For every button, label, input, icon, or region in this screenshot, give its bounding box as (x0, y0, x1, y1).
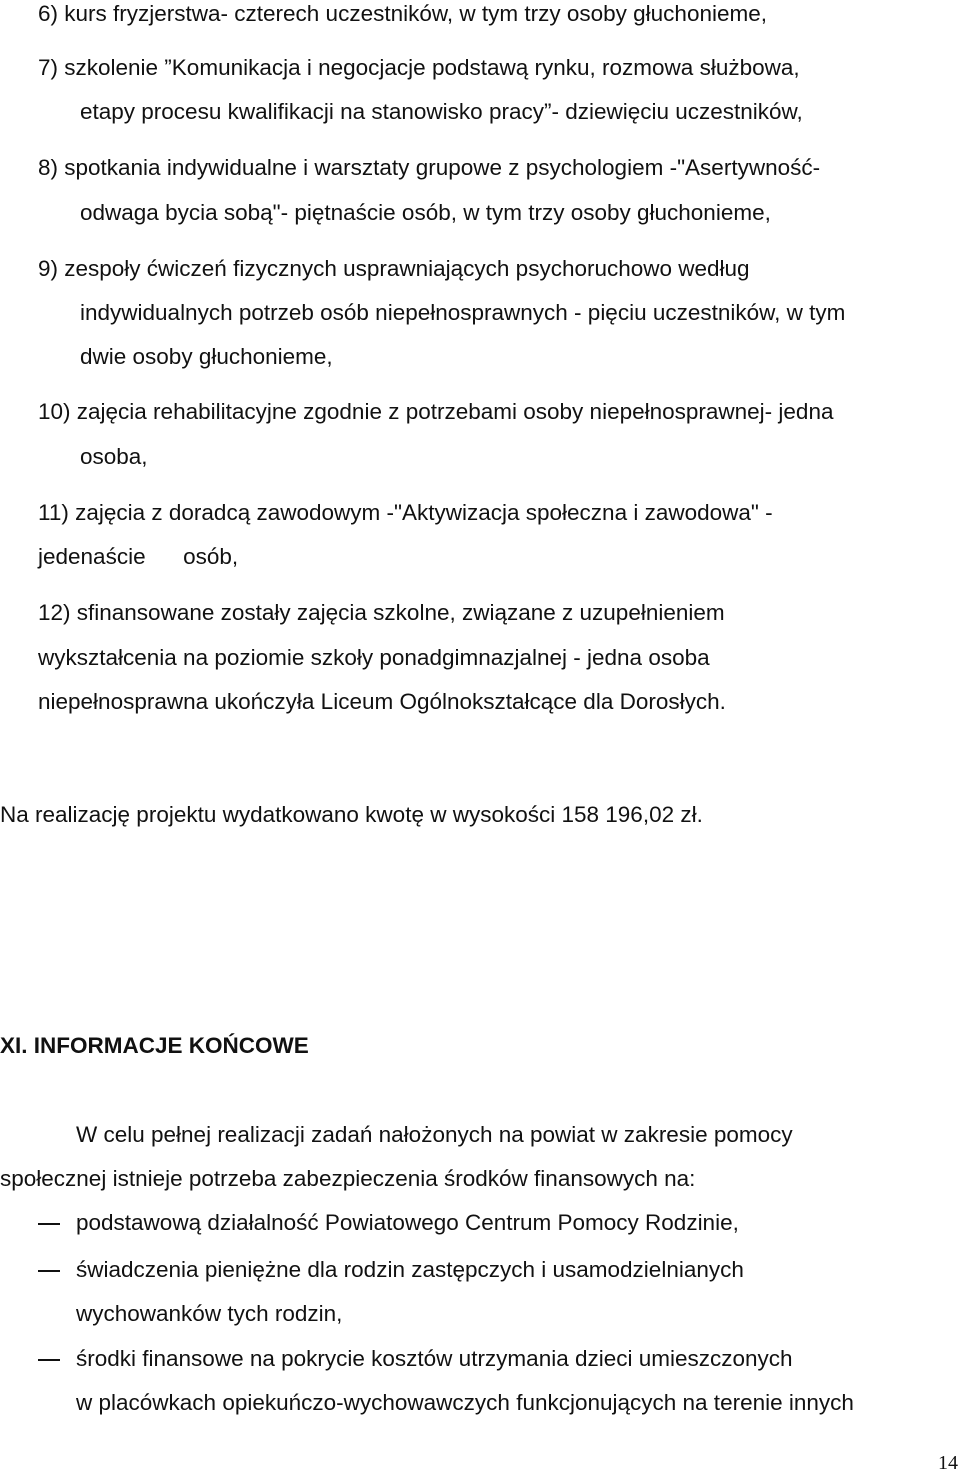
list-item-10-line-1: 10) zajęcia rehabilitacyjne zgodnie z potrzebami osoby niepełnosprawnej- jedna (38, 399, 834, 424)
section-heading: XI. INFORMACJE KOŃCOWE (0, 1033, 309, 1058)
bullet-3-line-2: w placówkach opiekuńczo-wychowawczych funkcjonujących na terenie innych (76, 1390, 854, 1415)
section-paragraph-line-2: społecznej istnieje potrzeba zabezpieczenia środków finansowych na: (0, 1166, 696, 1191)
list-item-11-line-1: 11) zajęcia z doradcą zawodowym -"Aktywizacja społeczna i zawodowa" - (38, 500, 773, 525)
list-item-9-line-3: dwie osoby głuchonieme, (80, 344, 333, 369)
list-item-8-line-2: odwaga bycia sobą"- piętnaście osób, w tym trzy osoby głuchonieme, (80, 200, 771, 225)
bullet-3-line-1: środki finansowe na pokrycie kosztów utrzymania dzieci umieszczonych (76, 1346, 793, 1371)
list-item-9-line-1: 9) zespoły ćwiczeń fizycznych usprawniających psychoruchowo według (38, 256, 750, 281)
list-item-10-line-2: osoba, (80, 444, 148, 469)
list-item-7-line-2: etapy procesu kwalifikacji na stanowisko pracy”- dziewięciu uczestników, (80, 99, 803, 124)
dash-bullet-icon (38, 1359, 60, 1361)
bullet-1-line-1: podstawową działalność Powiatowego Centrum Pomocy Rodzinie, (76, 1210, 739, 1235)
list-item-12-line-2: wykształcenia na poziomie szkoły ponadgimnazjalnej - jedna osoba (38, 645, 710, 670)
section-paragraph-line-1: W celu pełnej realizacji zadań nałożonych na powiat w zakresie pomocy (76, 1122, 793, 1147)
list-item-8-line-1: 8) spotkania indywidualne i warsztaty grupowe z psychologiem -"Asertywność- (38, 155, 821, 180)
bullet-2-line-1: świadczenia pieniężne dla rodzin zastępczych i usamodzielnianych (76, 1257, 744, 1282)
list-item-7-line-1: 7) szkolenie ”Komunikacja i negocjacje podstawą rynku, rozmowa służbowa, (38, 55, 800, 80)
bullet-2-line-2: wychowanków tych rodzin, (76, 1301, 343, 1326)
list-item-12-line-3: niepełnosprawna ukończyła Liceum Ogólnokształcące dla Dorosłych. (38, 689, 726, 714)
dash-bullet-icon (38, 1270, 60, 1272)
summary-amount: Na realizację projektu wydatkowano kwotę w wysokości 158 196,02 zł. (0, 802, 703, 827)
list-item-9-line-2: indywidualnych potrzeb osób niepełnosprawnych - pięciu uczestników, w tym (80, 300, 846, 325)
page-number: 14 (938, 1452, 958, 1474)
list-item-11-line-2: jedenaście osób, (38, 544, 239, 569)
list-item-12-line-1: 12) sfinansowane zostały zajęcia szkolne, związane z uzupełnieniem (38, 600, 725, 625)
list-item-6-line-1: 6) kurs fryzjerstwa- czterech uczestników, w tym trzy osoby głuchonieme, (38, 1, 767, 26)
dash-bullet-icon (38, 1223, 60, 1225)
